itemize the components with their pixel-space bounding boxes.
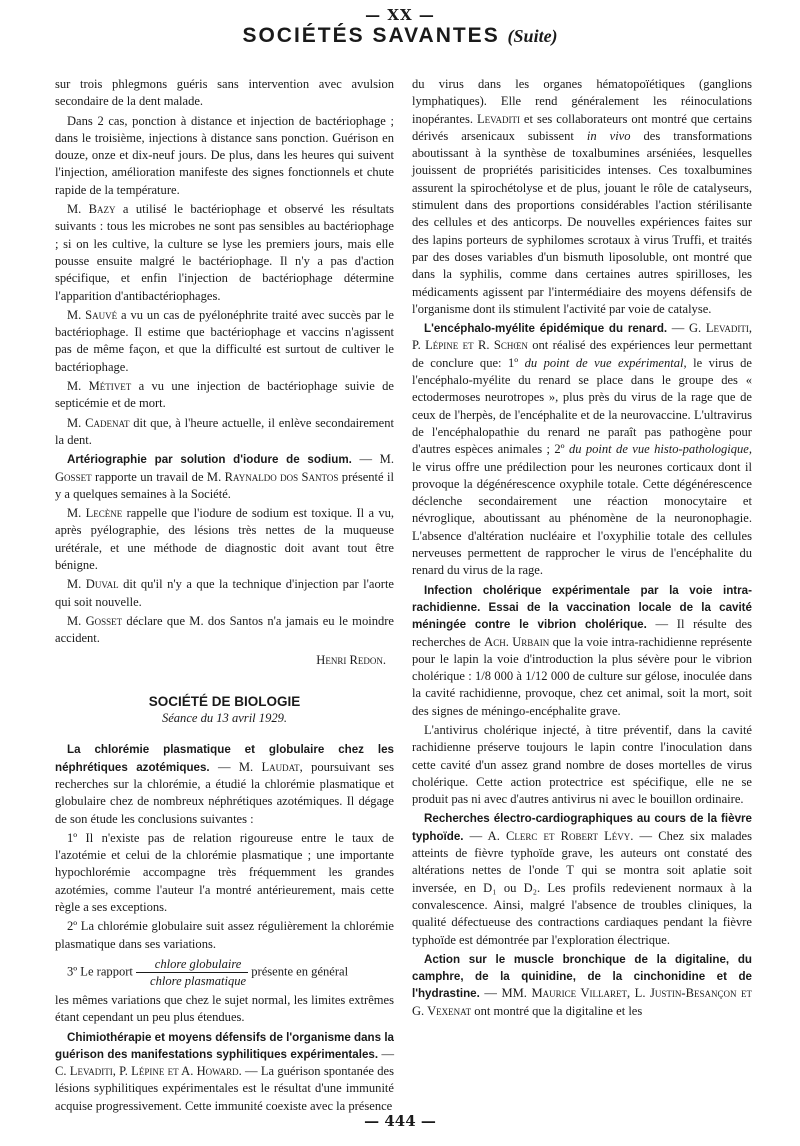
author-name: Laudat <box>261 759 300 774</box>
author-name: Gosset <box>55 469 92 484</box>
paragraph: Dans 2 cas, ponction à distance et injection de bactériophage ; dans le troisième, injections à distance sans ponction. Guérison en douze, onze et dix-neuf jours. De plus, dans les heures qui suivent l'injection, amélioration manifeste des signes fonctionnels et chute rapide de la température. <box>55 113 394 197</box>
paragraph: L'antivirus cholérique injecté, à titre préventif, dans la cavité rachidienne préserve toujours le lapin contre l'inoculation dans cette cavité d'un assez grand nombre de doses mortelles de virus cholérique. Cette action protectrice est spécifique, elle ne se produit pas ni avec d'autres antivirus ni avec le bouillon ordinaire. <box>412 722 752 807</box>
paragraph-text: déclare que M. dos Santos n'a jamais eu le moindre accident. <box>55 613 394 646</box>
paragraph-text: a vu une injection de bactériophage suivie de septicémie et de mort. <box>55 379 394 411</box>
page-title <box>0 24 800 48</box>
author-name: Clerc et Robert Lévy <box>505 828 631 843</box>
article-heading: Artériographie par solution d'iodure de sodium. <box>67 453 352 467</box>
article-heading: La chlorémie plasmatique et globulaire chez les néphrétiques azotémiques. <box>55 743 394 774</box>
ratio-fraction <box>136 956 248 989</box>
right-column <box>412 76 752 1022</box>
paragraph-text: a vu un cas de pyélonéphrite traité avec succès par le bactériophage. Il estime que bactériophage et vaccins n'agissent pas de même façon, et que la difficulté est surtout de cultiver le bactériophage. <box>55 307 394 374</box>
author-name: Levaditi <box>476 111 520 126</box>
italic-term: du point de vue expérimental, <box>524 355 687 370</box>
paragraph <box>55 201 394 305</box>
paragraph <box>55 576 394 611</box>
paragraph <box>55 613 394 648</box>
page-roman-numeral: — XX — <box>365 6 435 24</box>
paragraph <box>412 582 752 720</box>
paragraph-text: — Il résulte des recherches de <box>412 617 752 649</box>
paragraph-text: rappelle que l'iodure de sodium est toxique. Il a vu, après pyélographie, des lésions très nettes de la muqueuse urétérale, et une méthode de diagnostic doit avant tout être bénigne. <box>55 506 395 573</box>
paragraph <box>412 76 752 318</box>
paragraph-text: — C. <box>55 1046 394 1079</box>
article-heading: L'encéphalo-myélite épidémique du renard. <box>424 322 668 336</box>
paragraph-text: le virus de l'encéphalo-myélite du renard se place dans le groupe des « ectodermoses neurotropes », plus près du virus de la rage que de ceux de l'herpès, de l'encéphalite et de la neurovaccine. L'ultravirus de l'encéphalopathie du renard ne paraît pas pathogène pour d'autres espèces animales ; 2º <box>412 355 752 457</box>
fraction-denominator: chlore plasmatique <box>150 973 247 988</box>
paragraph-text: — M. <box>351 452 394 467</box>
paragraph <box>55 741 394 827</box>
paragraph-text: dit qu'il n'y a que la technique d'injection par l'aorte qui soit nouvelle. <box>55 577 394 609</box>
ratio-line <box>55 956 394 989</box>
author-name: M. Duval <box>67 577 119 592</box>
paragraph <box>412 810 752 948</box>
paragraph-text: et ses collaborateurs ont montré que certains dérivés arsenicaux subissent <box>412 111 752 143</box>
paragraph-text: des transformations aboutissant à la synthèse de toxalbumines arséniées, lesquelles jouissent de propriétés parisiticides intenses. Ces toxalbumines assurent la spirochétolyse et de plus, jouant le rôle de catalyseurs, stimulent dans des proportions considérables l'action stérilisante des cellules et des anticorps. De nouvelles expériences faites sur des lapins porteurs de syphilomes scrotaux à virus Truffi, et traités par des doses variables d'un bismuth liposoluble, ont montré que dans la syphilis, comme dans certaines autres spirilloses, les médicaments agissent par l'intermédiaire des moyens défensifs de l'organisme dont ils stimulent l'activité par voie de catalyse. <box>412 128 752 316</box>
article-heading: Action sur le muscle bronchique de la digitaline, du camphre, de la quinidine, de la cinchonidine et de l'hydrastine. <box>412 952 752 1001</box>
paragraph-text: — A. <box>463 828 506 843</box>
paragraph-text: dit que, à l'heure actuelle, il enlève secondairement la dent. <box>55 415 395 447</box>
paragraph-text: ont réalisé des expériences leur permettant de conclure que: 1º <box>412 338 752 370</box>
paragraph <box>55 1029 394 1115</box>
page-number: — 444 — <box>364 1112 436 1130</box>
paragraph-text: rapporte un travail de M. <box>91 469 225 484</box>
author-name: Ach. Urbain <box>484 634 550 649</box>
author-name: Raynaldo dos Santos <box>224 469 339 484</box>
author-name: Levaditi, P. Lépine et R. Schœn <box>412 321 752 353</box>
section-title: SOCIÉTÉ DE BIOLOGIE <box>148 693 301 709</box>
page-title-suffix: (Suite) <box>507 26 558 46</box>
paragraph <box>55 415 394 450</box>
author-name: M. Lecène <box>67 506 123 521</box>
paragraph <box>55 378 394 413</box>
paragraph <box>55 451 394 503</box>
paragraph: sur trois phlegmons guéris sans intervention avec avulsion secondaire de la dent malade. <box>55 77 394 109</box>
session-date: Séance du 13 avril 1929. <box>161 711 288 726</box>
author-name: M. Cadenat <box>67 415 130 430</box>
paragraph <box>55 307 394 376</box>
author-name: Maurice Villaret, L. Justin-Besançon et G. Vexenat <box>412 986 752 1018</box>
article-heading: Infection cholérique expérimentale par la voie intra-rachidienne. Essai de la vaccination locale de la cavité méningée contre le vibrion cholérique. <box>412 583 752 632</box>
ratio-prefix: 3º Le rapport <box>67 964 133 979</box>
article-heading: Chimiothérapie et moyens défensifs de l'organisme dans la guérison des manifestations syphilitiques expérimentales. <box>55 1030 394 1061</box>
page-title-text: SOCIÉTÉS SAVANTES <box>242 24 500 47</box>
left-column <box>55 76 394 1117</box>
fraction-numerator: chlore globulaire <box>136 956 248 973</box>
paragraph: 2º La chlorémie globulaire suit assez régulièrement la chlorémie plasmatique dans ses variations. <box>55 919 394 951</box>
paragraph-text: . — Chez six malades atteints de fièvre typhoïde grave, les auteurs ont constaté des altérations nettes de l'onde T qui se montra soit aplatie soit inversée, en D₁ ou D₂. Les profils redevienent normaux à la convalescence. Ainsi, malgré l'absence de troubles cliniques, la qualité défectueuse des contractions cardiaques pendant la fièvre typhoïde est démontrée par l'exploration électrique. <box>412 828 752 947</box>
paragraph: 1º Il n'existe pas de relation rigoureuse entre le taux de l'azotémie et celui de la chlorémie plasmatique ; une importante hypochlorémie accompagne très fréquemment les grandes azotémies, comme l'auteur l'a montré antérieurement, mais cette règle a ses exceptions. <box>55 830 394 915</box>
author-name: M. Sauvé <box>67 307 118 322</box>
paragraph-text: — MM. <box>479 986 532 1001</box>
paragraph-text: présenté il y a quelques semaines à la Société. <box>55 469 394 501</box>
author-name: M. Bazy <box>67 202 116 217</box>
paragraph-text: — M. <box>209 759 262 774</box>
paragraph-text: le virus offre une prédilection pour les neurones corticaux dont il provoque la dégénérescence oxyphile totale. Cette dégénérescence déclenche secondairement une réaction monocytaire et névroglique, aboutissant au phénomène de la neuronophagie. L'absence d'altération nucléaire et l'oxyphilie totale des cellules nerveuses permettent de rapprocher le virus de l'encéphalite du renard du virus de la rage. <box>412 459 752 578</box>
signature: Henri Redon. <box>316 652 386 667</box>
paragraph <box>412 951 752 1020</box>
author-name: M. Métivet <box>67 379 132 394</box>
paragraph <box>412 320 752 579</box>
author-name: M. Gosset <box>67 613 123 628</box>
paragraph: les mêmes variations que chez le sujet normal, les limites extrêmes étant cependant un peu plus étendues. <box>55 992 394 1025</box>
paragraph-text: — G. <box>667 321 706 336</box>
paragraph-text: que la voie intra-rachidienne représente pour le lapin la voie d'introduction la plus sévère pour le vibrion cholérique : 1/8 000 à 1/12 000 de culture sur gélose, inoculée dans la cavité rachidienne, provoque, chez cet animal, soit la mort, soit des signes de méningo-encéphalite grave. <box>412 634 753 718</box>
italic-term: du point de vue histo-pathologique, <box>568 442 752 457</box>
italic-term: in vivo <box>586 128 631 143</box>
paragraph-text: , poursuivant ses recherches sur la chlorémie, a étudié la chlorémie plasmatique et globulaire chez de nombreux néphrétiques azotémiques. Il dégage de son étude les conclusions suivantes : <box>55 759 394 826</box>
paragraph-text: ont montré que la digitaline et les <box>471 1003 643 1018</box>
ratio-suffix: présente en général <box>251 964 349 979</box>
paragraph-text: . — La guérison spontanée des lésions syphilitiques expérimentales est le résultat d'une immunité acquise progressivement. Cette immunité coexiste avec la présence <box>55 1064 394 1113</box>
article-heading: Recherches électro-cardiographiques au cours de la fièvre typhoïde. <box>412 812 752 843</box>
paragraph-text: du virus dans les organes hématopoïétiques (ganglions lymphatiques). Elle rend généralement les réinoculations inopérantes. <box>412 77 752 126</box>
paragraph <box>55 505 394 574</box>
paragraph-text: a utilisé le bactériophage et observé les résultats suivants : tous les microbes ne sont pas sensibles au bactériophage ; si on les cultive, la culture se lyse les premiers jours, mais elle pousse ensuite malgré le bactériophage. Il n'y a pas d'action spécifique, et enfin l'injection de bactériophage détermine l'apparition d'antibactériophages. <box>55 202 394 303</box>
author-name: Levaditi, P. Lépine et A. Howard <box>69 1064 239 1079</box>
